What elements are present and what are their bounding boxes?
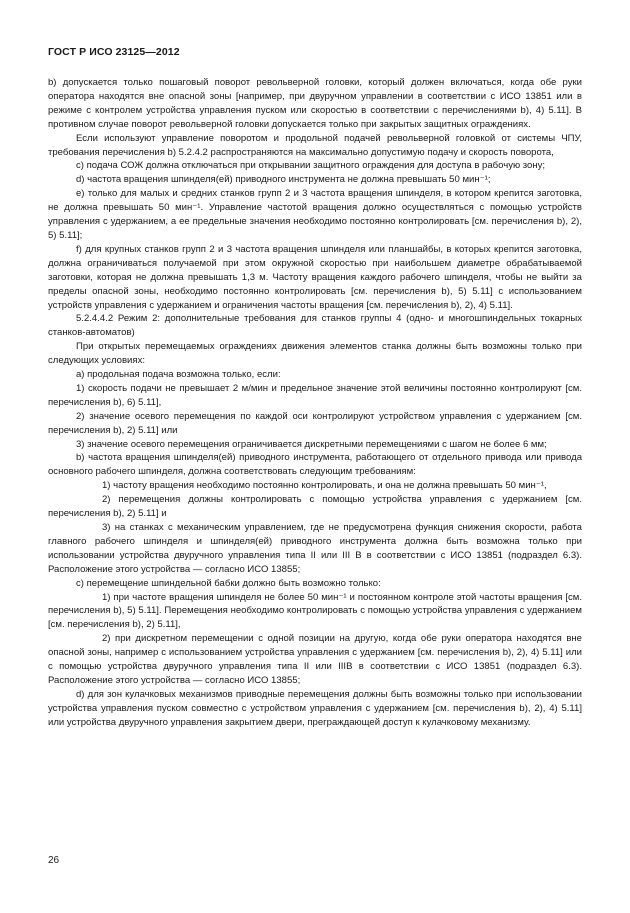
- body-text: [48, 76, 582, 730]
- paragraph: 2) значение осевого перемещения по каждой оси контролируют устройством управления с удержанием [см. перечисления b), 2) 5.11] или: [48, 410, 582, 436]
- paragraph: c) подача СОЖ должна отключаться при открывании защитного ограждения для доступа в рабочую зону;: [76, 160, 546, 172]
- paragraph: b) допускается только пошаговый поворот револьверной головки, который должен включаться, когда обе руки оператора находятся вне опасной зоны [например, при двуручном управлении в соответствии с ИСО 13851 или в режиме с контролем устройства управления пуском или скоростью в соответствии с перечислениями b), 4) 5.11]. В противном случае поворот револьверной головки допускается только при закрытых защитных ограждениях.: [48, 77, 582, 130]
- document-standard-id: ГОСТ Р ИСО 23125—2012: [48, 46, 180, 58]
- page-number: 26: [48, 855, 60, 866]
- paragraph: 3) значение осевого перемещения ограничивается дискретными перемещениями с шагом не более 6 мм;: [76, 438, 547, 450]
- paragraph: 1) частоту вращения необходимо постоянно контролировать, и она не должна превышать 50 мин⁻¹,: [102, 480, 547, 492]
- paragraph: c) перемещение шпиндельной бабки должно быть возможно только:: [76, 577, 381, 589]
- paragraph: 2) при дискретном перемещении с одной позиции на другую, когда обе руки оператора находятся вне опасной зоны, например с использованием устройства управления с удержанием [см. перечисления b), 2), 4) 5.11] или с помощью устройства двуручного управления типа II или IIIB в соответствии с ИСО 13851 (подраздел 6.3). Расположение этого устройства — согласно ИСО 13855;: [48, 633, 582, 686]
- paragraph: 5.2.4.4.2 Режим 2: дополнительные требования для станков группы 4 (одно- и многошпиндельных токарных станков-автоматов): [48, 313, 582, 339]
- paragraph: 1) при частоте вращения шпинделя не более 50 мин⁻¹ и постоянном контроле этой частоты вращения [см. перечисления b), 5) 5.11]. Перемещения необходимо контролировать с помощью устройства управления с удержанием [см. перечисления b), 2) 5.11],: [48, 591, 582, 631]
- paragraph: d) частота вращения шпинделя(ей) приводного инструмента не должна превышать 50 мин⁻¹;: [76, 174, 491, 186]
- paragraph: 1) скорость подачи не превышает 2 м/мин и предельное значение этой величины постоянно контролируют [см. перечисления b), 6) 5.11],: [48, 382, 582, 408]
- paragraph: a) продольная подача возможна только, если:: [76, 369, 281, 381]
- paragraph: Если используют управление поворотом и продольной подачей револьверной головкой от системы ЧПУ, требования перечисления b) 5.2.4.2 распространяются на максимально допустимую подачу и скорость поворота,: [48, 132, 582, 158]
- paragraph: b) частота вращения шпинделя(ей) приводного инструмента, работающего от отдельного привода или привода основного рабочего шпинделя, должна соответствовать следующим требованиям:: [48, 452, 582, 478]
- paragraph: d) для зон кулачковых механизмов приводные перемещения должны быть возможны только при использовании устройства управления пуском совместно с устройством управления с удержанием [см. перечисления b), 2), 4) 5.11] или устройства двуручного управления закрытием двери, преграждающей доступ к кулачковому механизму.: [48, 688, 582, 728]
- paragraph: e) только для малых и средних станков групп 2 и 3 частота вращения шпинделя, в котором крепится заготовка, не должна превышать 50 мин⁻¹. Управление частотой вращения должно осуществляться с помощью устройств управления с удержанием, а ее предельные значения необходимо постоянно контролировать [см. перечисления b), 2), 5) 5.11];: [48, 188, 582, 241]
- paragraph: 3) на станках с механическим управлением, где не предусмотрена функция снижения скорости, работа главного рабочего шпинделя и шпинделя(ей) приводного инструмента должна быть возможна только при использовании устройства двуручного управления типа II или III B в соответствии с ИСО 13851 (подраздел 6.3). Расположение этого устройства — согласно ИСО 13855;: [48, 522, 582, 575]
- paragraph: f) для крупных станков групп 2 и 3 частота вращения шпинделя или планшайбы, в которых крепится заготовка, должна ограничиваться получаемой при этом окружной скоростью при наибольшем диаметре обрабатываемой заготовки, которая не должна превышать 1,3 м. Частоту вращения каждого рабочего шпинделя, чтобы не выйти за пределы опасной зоны, необходимо постоянно контролировать [см. перечисления b), 5) 5.11] с использованием устройств управления с удержанием и ограничения частоты вращения [см. перечисления b), 2), 4) 5.11].: [48, 243, 582, 311]
- paragraph: При открытых перемещаемых ограждениях движения элементов станка должны быть возможны только при следующих условиях:: [48, 341, 582, 367]
- paragraph: 2) перемещения должны контролировать с помощью устройства управления с удержанием [см. перечисления b), 2) 5.11] и: [48, 494, 582, 520]
